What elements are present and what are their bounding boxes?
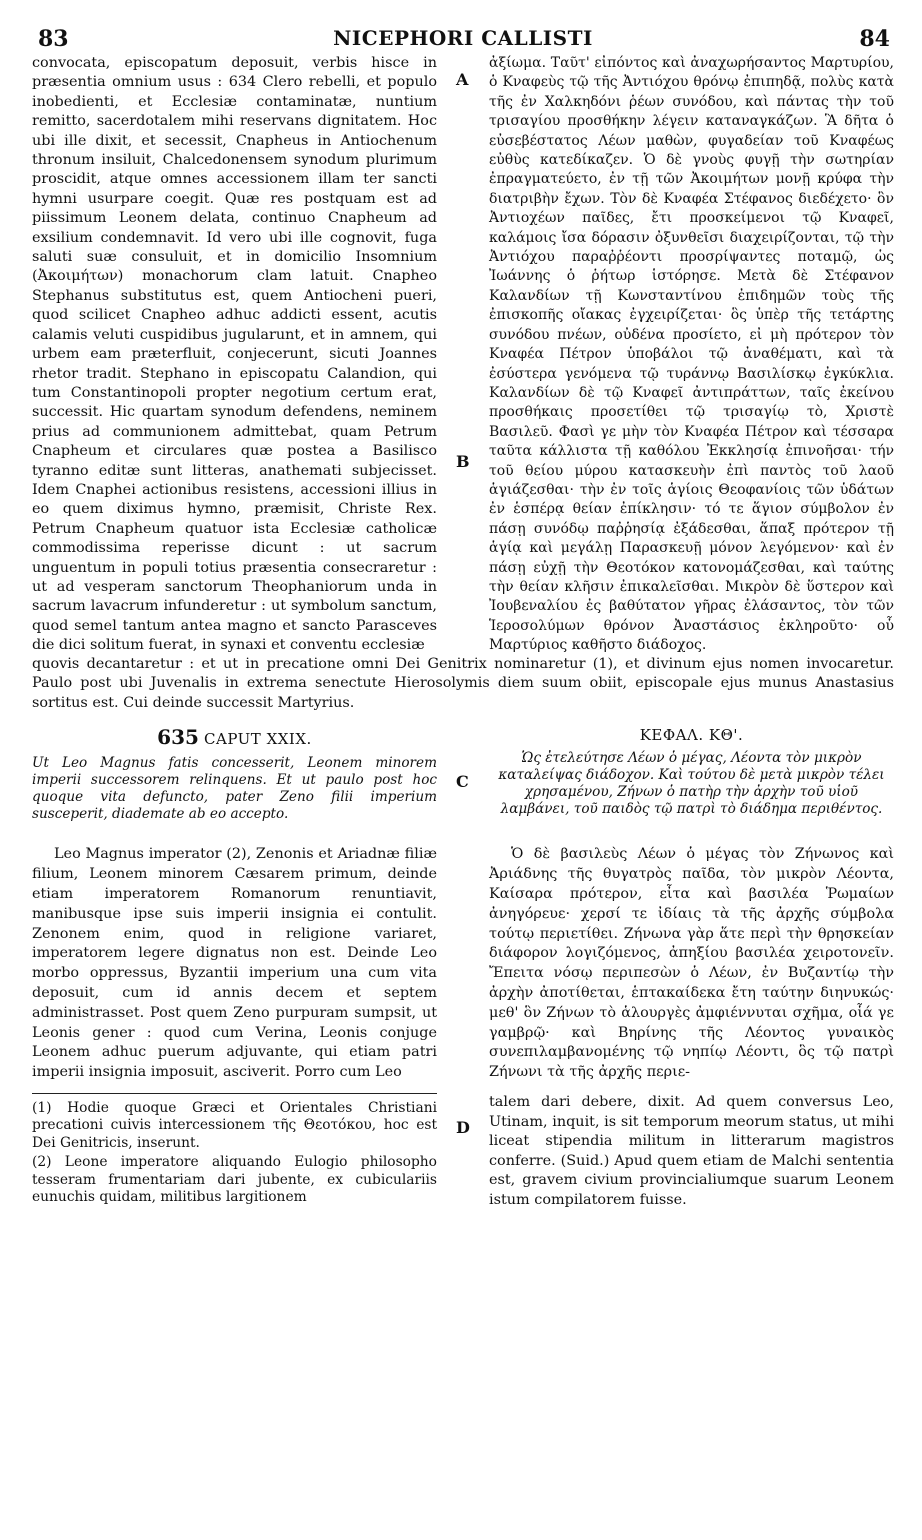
chapter-title-latin: CAPUT XXIX.: [204, 730, 312, 749]
top-columns: [32, 54, 894, 656]
latin-text-top: convocata, episcopatum deposuit, verbis hisce in præsentia omnium usus : 634 Clero rebelli, et populo inobedienti, et Ecclesiæ contaminatæ, nuntium remitto, sacerdotalem mihi reservans dignitatem. Hoc ubi ille dixit, et secessit, Cnapheus in Antiochenum thronum insiluit, Chalcedonensem synodum plurimum proscidit, atque omnes accessionem illam ter sancti hymni usurpare coegit. Quæ res postquam est ad piissimum Leonem delata, continuo Cnapheum ad exsilium condemnavit. Id vero ubi ille cognovit, fuga saluti suæ consuluit, et in domicilio Insomnium (Ἀκοιμήτων) monachorum clam latuit. Cnapheo Stephanus substitutus est, quem Antiocheni pueri, quod scilicet Cnapheo adhuc addicti essent, acutis calamis veluti cuspidibus jugularunt, et in amnem, qui urbem eam præterfluit, conjecerunt, sicuti Joannes rhetor tradit. Stephano in episcopatu Calandion, qui tum Constantinopoli propter negotium certum erat, successit. Hic quartam synodum defendens, neminem prius ad communionem admittebat, quam Petrum Cnapheum et circulares quæ postea a Basilisco tyranno editæ sunt litteras, anathemati subjecisset. Idem Cnaphei actionibus resistens, accessioni illius in eo quem diximus hymno, præmisit, Christe Rex. Petrum Cnapheum quatuor ista Ecclesiæ catholicæ commodissima reperisse dicunt : ut sacrum unguentum in populi totius præsentia consecraretur : ut ad vesperam sanctorum Theophaniorum unda in sacrum lavacrum infunderetur : ut symbolum sanctum, quod semel tantum antea magno et sancto Parasceves die dici solitum fuerat, in synaxi et conventu ecclesiæ: [32, 55, 437, 654]
full-width-paragraph: quovis decantaretur : et ut in precatione omni Dei Genitrix nominaretur (1), et divinum ejus nomen invocaretur. Paulo post ubi Juvenalis in extrema senectute Hierosolymis diem suum obiit, episcopale ejus munus Anastasius sortitus est. Cui deinde successit Martyrius.: [32, 655, 894, 711]
margin-marker-b: B: [456, 452, 470, 471]
chapter-heading-latin: [32, 725, 437, 823]
latin-column-bottom: [32, 845, 437, 1083]
footnotes: [32, 1093, 437, 1211]
greek-column-bottom: [489, 845, 894, 1083]
chapter-number: 635: [157, 725, 199, 750]
chapter-title-greek: ΚΕΦΑΛ. ΚΘ'.: [639, 726, 744, 745]
chapter-summary-greek: Ὡς ἐτελεύτησε Λέων ὁ μέγας, Λέοντα τὸν μικρὸν καταλείψας διάδοχον. Καὶ τούτου δὲ μετὰ μικρὸν τέλει χρησαμένου, Ζήνων ὁ πατὴρ τὴν ἀρχὴν τοῦ υἱοῦ λαμβάνει, τοῦ παιδὸς τῷ πατρὶ τὸ διάδημα περιθέντος.: [498, 750, 885, 818]
latin-column-top: [32, 54, 437, 656]
margin-marker-a: A: [456, 70, 469, 89]
footer-row: [32, 1093, 894, 1211]
page-number-right: 84: [859, 26, 890, 52]
bottom-columns: [32, 845, 894, 1083]
running-title: NICEPHORI CALLISTI: [333, 26, 593, 50]
footnote-continuation: talem dari debere, dixit. Ad quem conversus Leo, Utinam, inquit, is sit temporum meorum status, ut mihi liceat stipendia militum in litterarum magistros conferre. (Suid.) Apud quem etiam de Malchi sententia est, gravem civium provincialiumque suarum Leonem istum compilatorem fuisse.: [489, 1093, 894, 1208]
greek-text-top: ἀξίωμα. Ταῦτ' εἰπόντος καὶ ἀναχωρήσαντος Μαρτυρίου, ὁ Κναφεὺς τῷ τῆς Ἀντιόχου θρόνῳ ἐπιπηδᾷ, πολὺς κατὰ τῆς ἐν Χαλκηδόνι ῥέων συνόδου, καὶ πάντας τὴν τοῦ τρισαγίου προσθήκην λέγειν καταναγκάζων. Ἃ δῆτα ὁ εὐσεβέστατος Λέων μαθὼν, φυγαδείαν τοῦ Κναφέως εὐθὺς κατεδίκαζεν. Ὁ δὲ γνοὺς φυγῇ τὴν σωτηρίαν ἐπραγματεύετο, ἐν τῇ τῶν Ἀκοιμήτων μονῇ κρύφα τὴν διατριβὴν ἔχων. Τὸν δὲ Κναφέα Στέφανος διεδέχετο· ὃν Ἀντιοχέων παῖδες, ἔτι προσκείμενοι τῷ Κναφεῖ, καλάμοις ἴσα δόρασιν ὀξυνθεῖσι διαχειρίζονται, τῷ τὴν Ἀντιόχου παραῤῥέοντι προσρίψαντες ποταμῷ, ὡς Ἰωάννης ὁ ῥήτωρ ἱστόρησε. Μετὰ δὲ Στέφανον Καλανδίων τῇ Κωνσταντίνου ἐπιδημῶν τοὺς τῆς ἐπισκοπῆς οἴακας ἐγχειρίζεται· ὃς ὑπὲρ τῆς τετάρτης συνόδου πνέων, οὐδένα προσίετο, εἰ μὴ πρότερον τὸν Κναφέα Πέτρον ὑποβάλοι τῷ ἀναθέματι, καὶ τὰ ἐσύστερα γενόμενα τῷ τυράννῳ Βασιλίσκῳ ἐγκύκλια. Καλανδίων δὲ τῷ Κναφεῖ ἀντιπράττων, ταῖς ἐκείνου προσθήκαις προσετίθει τῷ τρισαγίῳ τὸ, Χριστὲ Βασιλεῦ. Φασὶ γε μὴν τὸν Κναφέα Πέτρον καὶ τέσσαρα ταῦτα κάλλιστα τῇ καθόλου Ἐκκλησίᾳ ἐπινοῆσαι· τήν τοῦ θείου μύρου κατασκευὴν ἐπὶ παντὸς τοῦ λαοῦ ἁγιάζεσθαι· τὴν ἐν τοῖς ἁγίοις Θεοφανίοις τῶν ὑδάτων ἐν ἑσπέρᾳ θείαν ἐπίκλησιν· τό τε ἅγιον σύμβολον ἐν πάσῃ συνόδῳ παῤῥησίᾳ ἐξάδεσθαι, ἅπαξ πρότερον τῇ ἁγίᾳ καὶ μεγάλῃ Παρασκευῇ μόνον λεγόμενον· καὶ ἐν πάσῃ εὐχῇ τὴν Θεοτόκον κατονομάζεσθαι, καὶ ταύτης τὴν θείαν κλῆσιν ἐπικαλεῖσθαι. Μικρὸν δὲ ὕστερον καὶ Ἰουβεναλίου ἐς βαθύτατον γῆρας ἐλάσαντος, τὸν τῶν Ἱεροσολύμων θρόνον Ἀναστάσιος ἐκληροῦτο· οὗ Μαρτύριος καθῆστο διάδοχος.: [489, 55, 894, 654]
footnote-2: (2) Leone imperatore aliquando Eulogio philosopho tesseram frumentariam dari jubente, ex cubiculariis eunuchis quidam, militibus largitionem: [32, 1154, 437, 1206]
page-header: [32, 14, 894, 54]
footnote-1: (1) Hodie quoque Græci et Orientales Christiani precationi cuivis intercessionem τῆς Θεοτόκου, hoc est Dei Genitricis, inserunt.: [32, 1099, 437, 1151]
page-number-left: 83: [38, 26, 69, 52]
chapter-summary-latin: Ut Leo Magnus fatis concesserit, Leonem minorem imperii successorem relinquens. Et ut paulo post hoc quoque vita defuncto, pater Zeno filii imperium susceperit, diademate ab eo accepto.: [32, 755, 437, 823]
margin-marker-c: C: [456, 772, 469, 791]
chapter-heading-greek: [489, 725, 894, 823]
greek-text-bottom: Ὁ δὲ βασιλεὺς Λέων ὁ μέγας τὸν Ζήνωνος καὶ Ἀριάδνης τῆς θυγατρὸς παῖδα, τὸν μικρὸν Λέοντα, Καίσαρα πρότερον, εἶτα καὶ βασιλέα Ῥωμαίων ἀνηγόρευε· χερσί τε ἰδίαις τὰ τῆς ἀρχῆς σύμβολα τούτῳ περιετίθει. Ζήνωνα γὰρ ἅτε περὶ τὴν θρησκείαν διάφορον λογιζόμενος, ἀπηξίου βασιλέα χειροτονεῖν. Ἔπειτα νόσῳ περιπεσὼν ὁ Λέων, ἐν Βυζαντίῳ τὴν ἀρχὴν ἀποτίθεται, ἑπτακαίδεκα ἔτη ταύτην διηνυκώς· μεθ' ὃν Ζήνων τὸ ἁλουργὲς ἀμφιέννυται σχῆμα, οἷά γε γαμβρῷ· καὶ Βηρίνης τῆς Λέοντος γυναικὸς συνεπιλαμβανομένης τῷ νηπίῳ Λέοντι, ὃς τῷ πατρὶ Ζήνωνι τὰ τῆς ἀρχῆς περιε-: [489, 846, 894, 1081]
latin-text-bottom: Leo Magnus imperator (2), Zenonis et Ariadnæ filiæ filium, Leonem minorem Cæsarem primum, deinde etiam imperatorem Romanorum renuntiavit, manibusque ipse suis imperii insignia ei contulit. Zenonem enim, quod in religione variaret, imperatorem legere dignatus non est. Deinde Leo morbo oppressus, Byzantii imperium una cum vita deposuit, cum id annis decem et septem administrasset. Post quem Zeno purpuram sumpsit, ut Leonis gener : quod cum Verina, Leonis conjuge Leonem adhuc puerum adjuvante, qui etiam patri imperii insignia imposuit, asciverit. Porro cum Leo: [32, 846, 437, 1081]
margin-marker-d: D: [456, 1118, 470, 1137]
greek-column-top: [489, 54, 894, 656]
